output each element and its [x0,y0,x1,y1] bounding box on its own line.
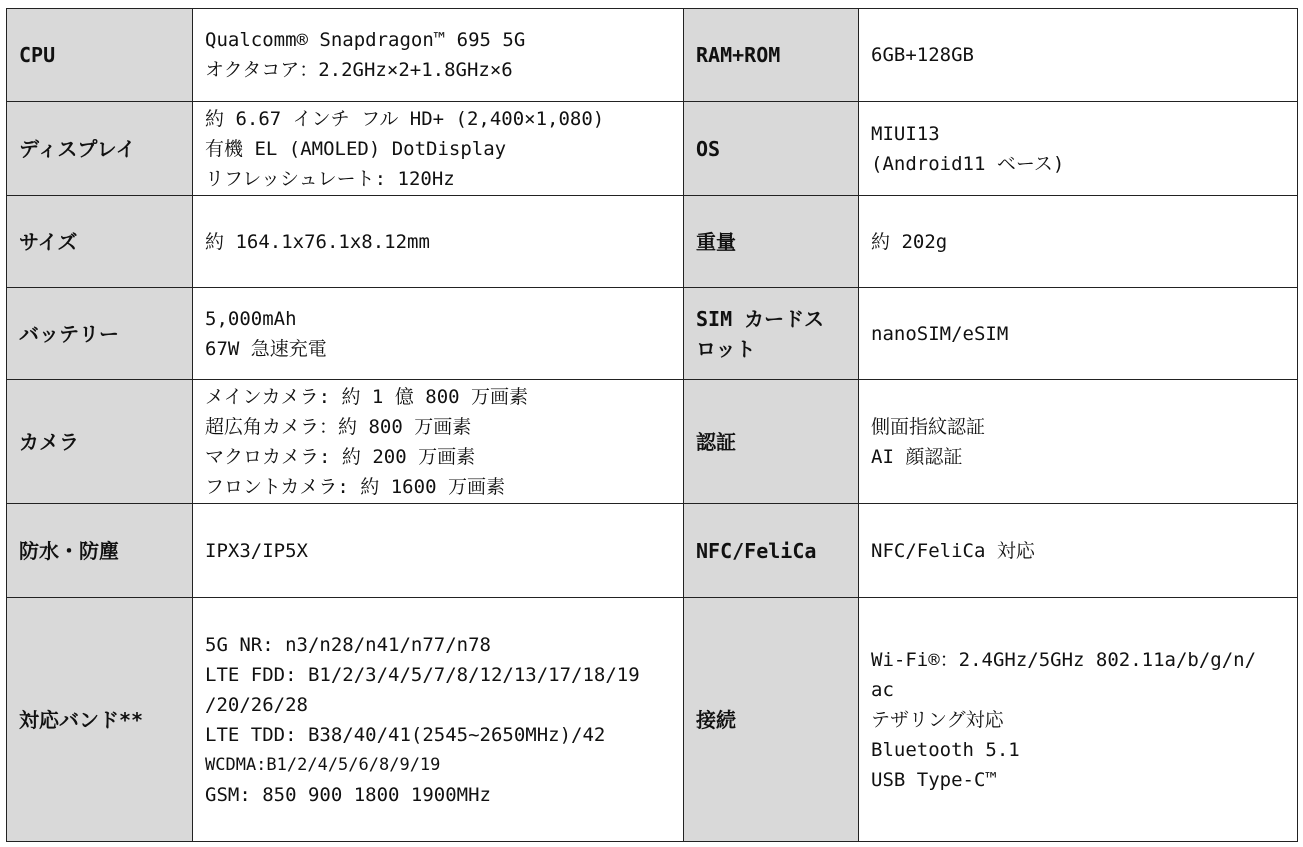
spec-label-bands: 対応バンド** [7,598,193,842]
spec-table [6,8,1298,842]
spec-value-bands: 5G NR: n3/n28/n41/n77/n78 LTE FDD: B1/2/3/4/5/7/8/12/13/17/18/19 /20/26/28 LTE TDD: B38/40/41(2545~2650MHz)/42 WCDMA:B1/2/4/5/6/8/9/19 GSM: 850 900 1800 1900MHz [193,598,684,842]
spec-label-camera: カメラ [7,380,193,504]
spec-label-display: ディスプレイ [7,102,193,196]
spec-label-water-dust: 防水・防塵 [7,504,193,598]
spec-label-battery: バッテリー [7,288,193,380]
spec-label-sim-slot: SIM カードス ロット [684,288,859,380]
spec-value-weight: 約 202g [859,196,1298,288]
table-row [7,288,1298,380]
spec-label-cpu: CPU [7,9,193,102]
table-row [7,196,1298,288]
spec-value-size: 約 164.1x76.1x8.12mm [193,196,684,288]
table-row [7,598,1298,842]
spec-label-connectivity: 接続 [684,598,859,842]
spec-label-weight: 重量 [684,196,859,288]
spec-label-ram-rom: RAM+ROM [684,9,859,102]
table-row [7,9,1298,102]
spec-label-os: OS [684,102,859,196]
spec-value-connectivity: Wi-Fi®：2.4GHz/5GHz 802.11a/b/g/n/ ac テザリング対応 Bluetooth 5.1 USB Type-C™ [859,598,1298,842]
table-row [7,102,1298,196]
table-row [7,504,1298,598]
spec-value-os: MIUI13 (Android11 ベース) [859,102,1298,196]
spec-value-camera: メインカメラ: 約 1 億 800 万画素 超広角カメラ：約 800 万画素 マクロカメラ: 約 200 万画素 フロントカメラ: 約 1600 万画素 [193,380,684,504]
spec-label-nfc: NFC/FeliCa [684,504,859,598]
spec-value-sim-slot: nanoSIM/eSIM [859,288,1298,380]
table-row [7,380,1298,504]
spec-value-water-dust: IPX3/IP5X [193,504,684,598]
spec-value-ram-rom: 6GB+128GB [859,9,1298,102]
spec-value-authentication: 側面指紋認証 AI 顔認証 [859,380,1298,504]
spec-value-nfc: NFC/FeliCa 対応 [859,504,1298,598]
spec-value-battery: 5,000mAh 67W 急速充電 [193,288,684,380]
spec-label-size: サイズ [7,196,193,288]
spec-label-authentication: 認証 [684,380,859,504]
spec-value-display: 約 6.67 インチ フル HD+ (2,400×1,080) 有機 EL (AMOLED) DotDisplay リフレッシュレート: 120Hz [193,102,684,196]
spec-value-cpu: Qualcomm® Snapdragon™ 695 5G オクタコア：2.2GHz×2+1.8GHz×6 [193,9,684,102]
